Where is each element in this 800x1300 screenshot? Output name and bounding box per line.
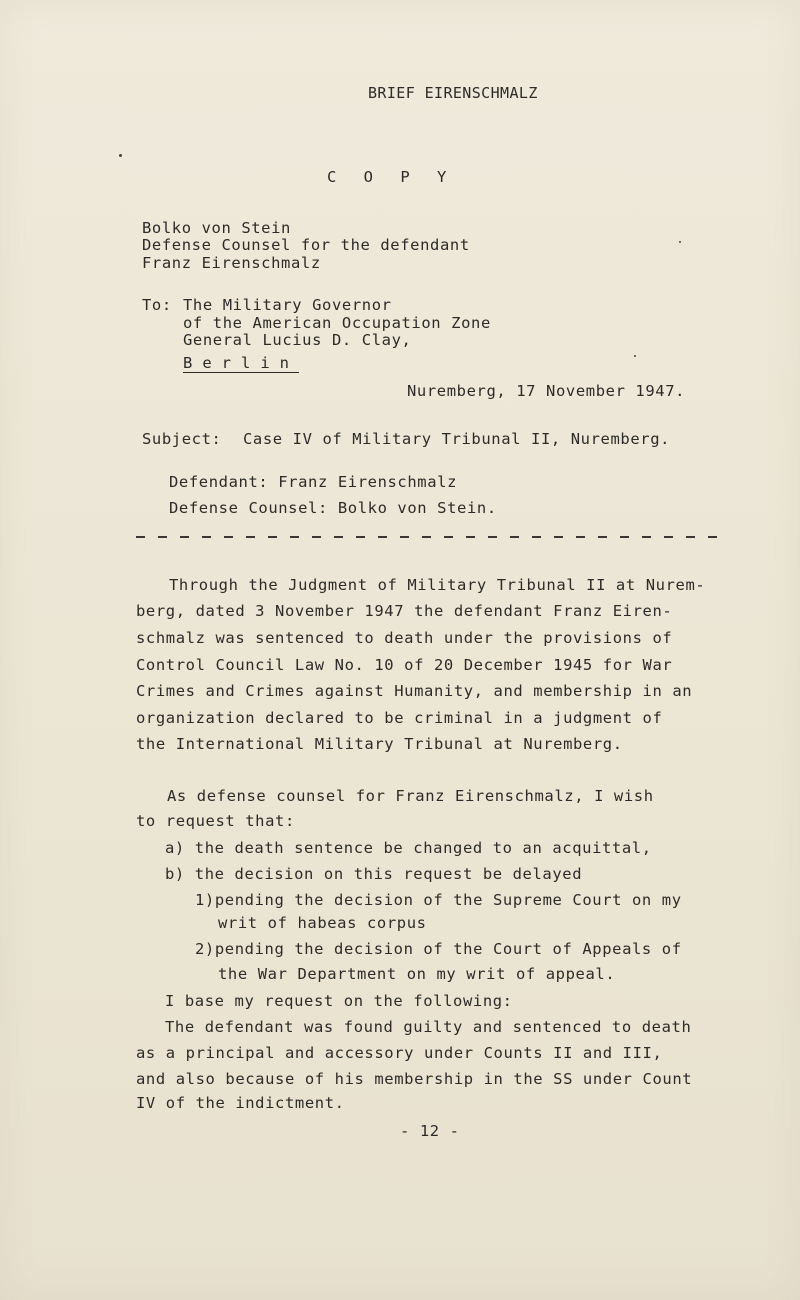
separator-line xyxy=(136,536,728,538)
paper-speck xyxy=(119,154,122,157)
paragraph-3-line: and also because of his membership in the SS under Count xyxy=(136,1070,693,1088)
sender-name: Bolko von Stein xyxy=(142,219,291,237)
request-subitem-1-cont: writ of habeas corpus xyxy=(218,914,427,932)
paper-speck xyxy=(634,355,636,357)
copy-label: C O P Y xyxy=(327,168,456,186)
request-item-a: a) the death sentence be changed to an acquittal, xyxy=(165,839,652,857)
paragraph-3-line: The defendant was found guilty and sentenced to death xyxy=(165,1018,692,1036)
paragraph-1-line: berg, dated 3 November 1947 the defendant Franz Eiren- xyxy=(136,602,673,620)
request-subitem-1: 1)pending the decision of the Supreme Court on my xyxy=(195,891,682,909)
paragraph-1-line: Through the Judgment of Military Tribunal II at Nurem- xyxy=(169,576,706,594)
request-item-b: b) the decision on this request be delayed xyxy=(165,865,583,883)
sender-client: Franz Eirenschmalz xyxy=(142,254,321,272)
paragraph-1-line: the International Military Tribunal at Nuremberg. xyxy=(136,735,623,753)
request-subitem-2-cont: the War Department on my writ of appeal. xyxy=(218,965,616,983)
paragraph-1-line: Control Council Law No. 10 of 20 December 1945 for War xyxy=(136,656,673,674)
subject-defendant: Defendant: Franz Eirenschmalz xyxy=(169,473,458,491)
address-line-3: General Lucius D. Clay, xyxy=(183,331,412,349)
paragraph-2-line: to request that: xyxy=(136,812,295,830)
subject-label: Subject: xyxy=(142,430,222,448)
subject-counsel: Defense Counsel: Bolko von Stein. xyxy=(169,499,497,517)
paper-speck xyxy=(679,241,681,243)
address-city: Berlin xyxy=(183,354,299,372)
address-line-1: The Military Governor xyxy=(183,296,392,314)
document-header: BRIEF EIRENSCHMALZ xyxy=(368,84,538,102)
address-to-label: To: xyxy=(142,296,172,314)
paragraph-3-line: IV of the indictment. xyxy=(136,1094,345,1112)
paragraph-2-line: As defense counsel for Franz Eirenschmalz, I wish xyxy=(167,787,654,805)
subject-text: Case IV of Military Tribunal II, Nuremberg. xyxy=(243,430,671,448)
paragraph-1-line: Crimes and Crimes against Humanity, and membership in an xyxy=(136,682,693,700)
address-line-2: of the American Occupation Zone xyxy=(183,314,491,332)
request-subitem-2: 2)pending the decision of the Court of Appeals of xyxy=(195,940,682,958)
paragraph-2-line: I base my request on the following: xyxy=(165,992,513,1010)
page-number: - 12 - xyxy=(400,1122,460,1140)
sender-title: Defense Counsel for the defendant xyxy=(142,236,470,254)
paragraph-1-line: schmalz was sentenced to death under the provisions of xyxy=(136,629,673,647)
letter-date: Nuremberg, 17 November 1947. xyxy=(407,382,686,400)
paragraph-1-line: organization declared to be criminal in a judgment of xyxy=(136,709,663,727)
paragraph-3-line: as a principal and accessory under Counts II and III, xyxy=(136,1044,663,1062)
